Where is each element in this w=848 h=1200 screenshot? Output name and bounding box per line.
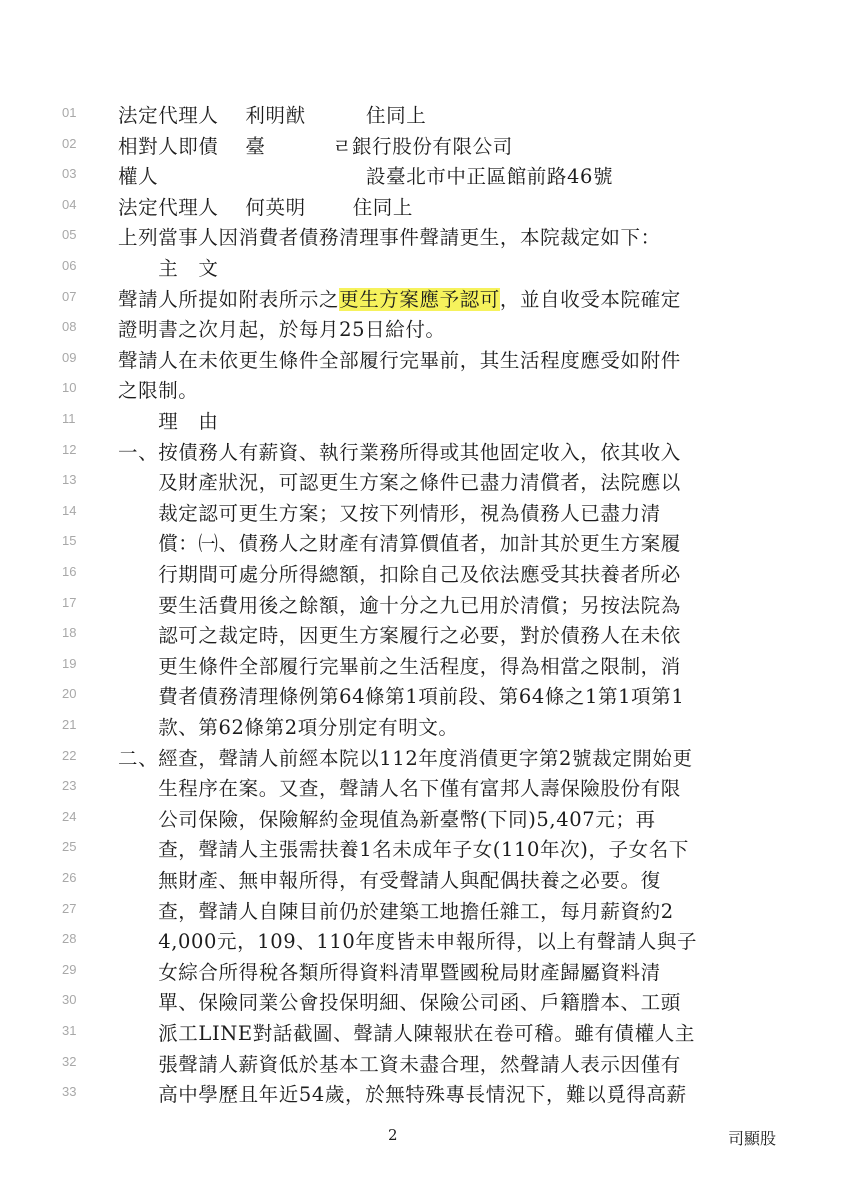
document-line: 要生活費用後之餘額，逾十分之九已用於清償；另按法院為 bbox=[118, 593, 681, 617]
line-number: 17 bbox=[62, 594, 77, 610]
line-number: 13 bbox=[62, 472, 77, 488]
document-line: 聲請人在未依更生條件全部履行完畢前，其生活程度應受如附件 bbox=[118, 348, 681, 372]
line-number: 15 bbox=[62, 533, 77, 549]
highlighted-text: 更生方案應予認可 bbox=[339, 287, 500, 311]
document-line bbox=[118, 284, 681, 312]
document-line: 生程序在案。又查，聲請人名下僅有富邦人壽保險股份有限 bbox=[118, 777, 681, 801]
line-number: 33 bbox=[62, 1084, 77, 1100]
line-number: 08 bbox=[62, 319, 77, 335]
line-number: 10 bbox=[62, 380, 77, 396]
line-number: 27 bbox=[62, 900, 77, 916]
document-line: 單、保險同業公會投保明細、保險公司函、戶籍謄本、工頭 bbox=[118, 991, 681, 1015]
line-number: 07 bbox=[62, 288, 77, 304]
document-line: 一、按債務人有薪資、執行業務所得或其他固定收入，依其收入 bbox=[118, 440, 681, 464]
line-number: 22 bbox=[62, 747, 77, 763]
document-line: 款、第62條第2項分別定有明文。 bbox=[118, 716, 459, 739]
line-number: 32 bbox=[62, 1053, 77, 1069]
document-line: 償：㈠、債務人之財產有清算價值者，加計其於更生方案履 bbox=[118, 532, 681, 556]
line-number: 11 bbox=[62, 411, 76, 426]
line-number: 20 bbox=[62, 686, 77, 702]
document-line: 公司保險，保險解約金現值為新臺幣(下同)5,407元；再 bbox=[118, 807, 656, 831]
document-line: 二、經查，聲請人前經本院以112年度消債更字第2號裁定開始更 bbox=[118, 746, 693, 770]
line-number: 25 bbox=[62, 839, 77, 855]
document-line: 查，聲請人主張需扶養1名未成年子女(110年次)，子女名下 bbox=[118, 838, 689, 862]
line-number: 12 bbox=[62, 441, 77, 457]
document-line: 查，聲請人自陳目前仍於建築工地擔任雜工，每月薪資約2 bbox=[118, 899, 674, 923]
document-line: 高中學歷且年近54歲，於無特殊專長情況下，難以覓得高薪 bbox=[118, 1083, 687, 1107]
document-line: 無財產、無申報所得，有受聲請人與配偶扶養之必要。復 bbox=[118, 869, 661, 892]
document-line: 法定代理人 何英明 住同上 bbox=[118, 195, 413, 219]
line-number: 31 bbox=[62, 1023, 77, 1038]
document-line: 證明書之次月起，於每月25日給付。 bbox=[118, 318, 446, 342]
document-line: 主 文 bbox=[118, 257, 219, 280]
document-line: 行期間可處分所得總額，扣除自己及依法應受其扶養者所必 bbox=[118, 563, 681, 586]
line-number: 06 bbox=[62, 258, 77, 273]
document-line: 權人 設臺北市中正區館前路46號 bbox=[118, 165, 614, 189]
line-number: 26 bbox=[62, 870, 77, 885]
line-number: 09 bbox=[62, 349, 77, 365]
document-line: 費者債務清理條例第64條第1項前段、第64條之1第1項第1 bbox=[118, 685, 685, 709]
line-text-before-highlight: 聲請人所提如附表所示之 bbox=[118, 287, 340, 311]
line-number: 01 bbox=[62, 105, 77, 120]
line-number: 28 bbox=[62, 931, 77, 947]
document-line: 之限制。 bbox=[118, 379, 199, 403]
line-number: 21 bbox=[62, 717, 77, 732]
line-number: 18 bbox=[62, 625, 77, 641]
line-number: 24 bbox=[62, 808, 77, 824]
document-line: 及財產狀況，可認更生方案之條件已盡力清償者，法院應以 bbox=[118, 471, 681, 495]
page-number: 2 bbox=[388, 1126, 398, 1144]
document-line: 女綜合所得稅各類所得資料清單暨國稅局財產歸屬資料清 bbox=[118, 960, 661, 984]
line-number: 04 bbox=[62, 196, 77, 212]
court-unit-label: 司顯股 bbox=[728, 1129, 777, 1148]
line-number: 02 bbox=[62, 135, 77, 151]
line-number: 30 bbox=[62, 992, 77, 1008]
document-line: 更生條件全部履行完畢前之生活程度，得為相當之限制，消 bbox=[118, 654, 681, 678]
line-number: 23 bbox=[62, 778, 77, 794]
document-line: 法定代理人 利明猷 住同上 bbox=[118, 104, 427, 127]
document-line: 派工LINE對話截圖、聲請人陳報狀在卷可稽。雖有債權人主 bbox=[118, 1022, 695, 1045]
document-line: 理 由 bbox=[118, 410, 219, 433]
line-number: 19 bbox=[62, 655, 77, 671]
document-line: 裁定認可更生方案；又按下列情形，視為債務人已盡力清 bbox=[118, 501, 661, 525]
document-line: 相對人即債 臺 ㄹ銀行股份有限公司 bbox=[118, 134, 513, 158]
document-line: 張聲請人薪資低於基本工資未盡合理，然聲請人表示因僅有 bbox=[118, 1052, 681, 1076]
line-number: 03 bbox=[62, 166, 77, 182]
line-number: 16 bbox=[62, 564, 77, 579]
document-line: 4,000元，109、110年度皆未申報所得，以上有聲請人與子 bbox=[118, 930, 698, 954]
document-line: 認可之裁定時，因更生方案履行之必要，對於債務人在未依 bbox=[118, 624, 681, 648]
line-number: 05 bbox=[62, 227, 77, 243]
document-line: 上列當事人因消費者債務清理事件聲請更生，本院裁定如下： bbox=[118, 226, 661, 250]
line-number: 29 bbox=[62, 961, 77, 977]
line-number: 14 bbox=[62, 502, 77, 518]
line-text-after-highlight: ，並自收受本院確定 bbox=[499, 287, 681, 311]
